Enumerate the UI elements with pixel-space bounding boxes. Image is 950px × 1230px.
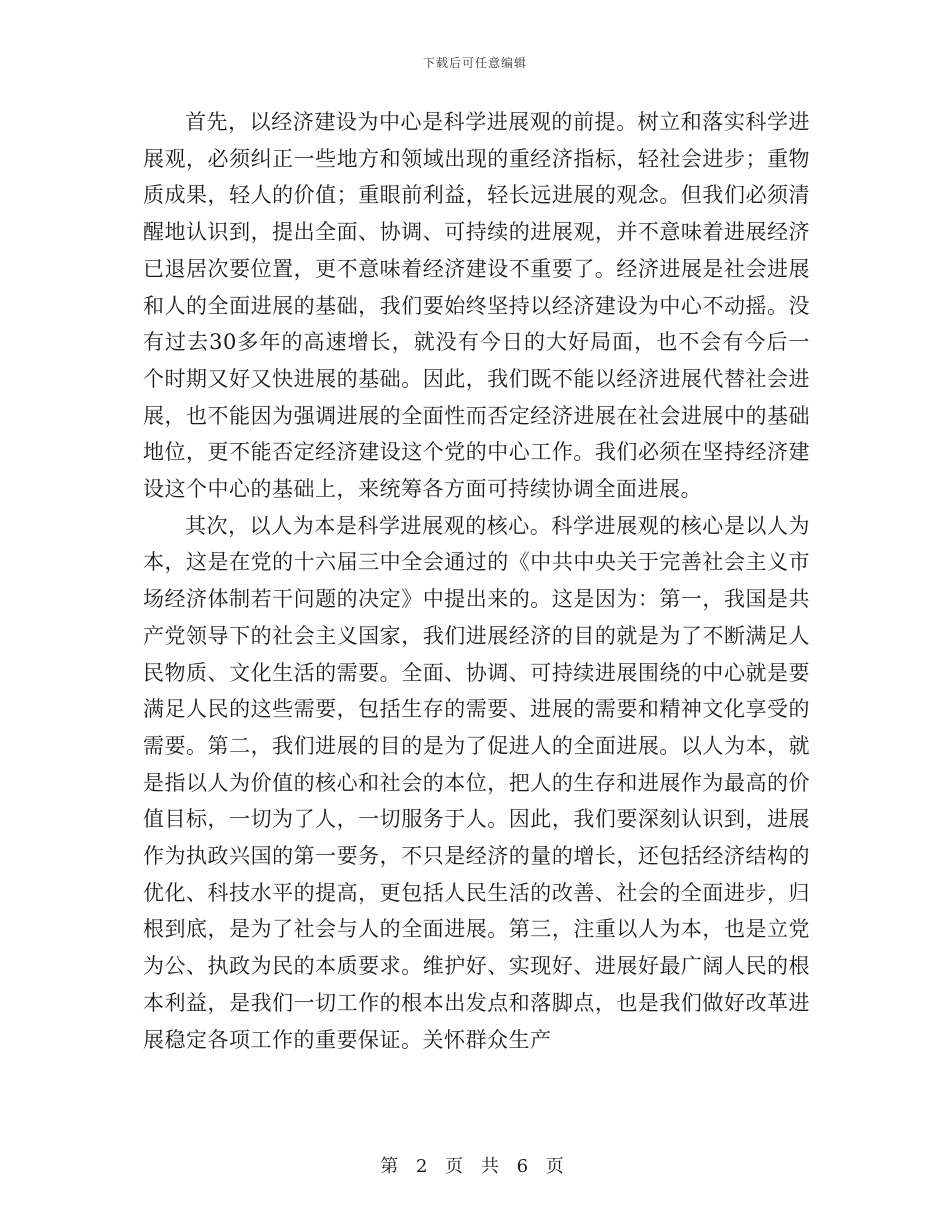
- document-body: [143, 104, 810, 1058]
- page-header: 下载后可任意编辑: [422, 56, 527, 70]
- paragraph-people-oriented: 其次，以人为本是科学进展观的核心。科学进展观的核心是以人为本，这是在党的十六届三中全会通过的《中共中央关于完善社会主义市场经济体制若干问题的决定》中提出来的。这是因为：第一，我国是共产党领导下的社会主义国家，我们进展经济的目的就是为了不断满足人民物质、文化生活的需要。全面、协调、可持续进展围绕的中心就是要满足人民的这些需要，包括生存的需要、进展的需要和精神文化享受的需要。第二，我们进展的目的是为了促进人的全面进展。以人为本，就是指以人为价值的核心和社会的本位，把人的生存和进展作为最高的价值目标，一切为了人，一切服务于人。因此，我们要深刻认识到，进展作为执政兴国的第一要务，不只是经济的量的增长，还包括经济结构的优化、科技水平的提高，更包括人民生活的改善、社会的全面进步，归根到底，是为了社会与人的全面进展。第三，注重以人为本，也是立党为公、执政为民的本质要求。维护好、实现好、进展好最广阔人民的根本利益，是我们一切工作的根本出发点和落脚点，也是我们做好改革进展稳定各项工作的重要保证。关怀群众生产: [143, 513, 810, 1052]
- paragraph-economic-construction: 首先，以经济建设为中心是科学进展观的前提。树立和落实科学进展观，必须纠正一些地方和领域出现的重经济指标，轻社会进步；重物质成果，轻人的价值；重眼前利益，轻长远进展的观念。但我们必须清醒地认识到，提出全面、协调、可持续的进展观，并不意味着进展经济已退居次要位置，更不意味着经济建设不重要了。经济进展是社会进展和人的全面进展的基础，我们要始终坚持以经济建设为中心不动摇。没有过去30多年的高速增长，就没有今日的大好局面，也不会有今后一个时期又好又快进展的基础。因此，我们既不能以经济进展代替社会进展，也不能因为强调进展的全面性而否定经济进展在社会进展中的基础地位，更不能否定经济建设这个党的中心工作。我们必须在坚持经济建设这个中心的基础上，来统筹各方面可持续协调全面进展。: [143, 110, 810, 502]
- page-number: 第 2 页 共 6 页: [380, 1156, 570, 1177]
